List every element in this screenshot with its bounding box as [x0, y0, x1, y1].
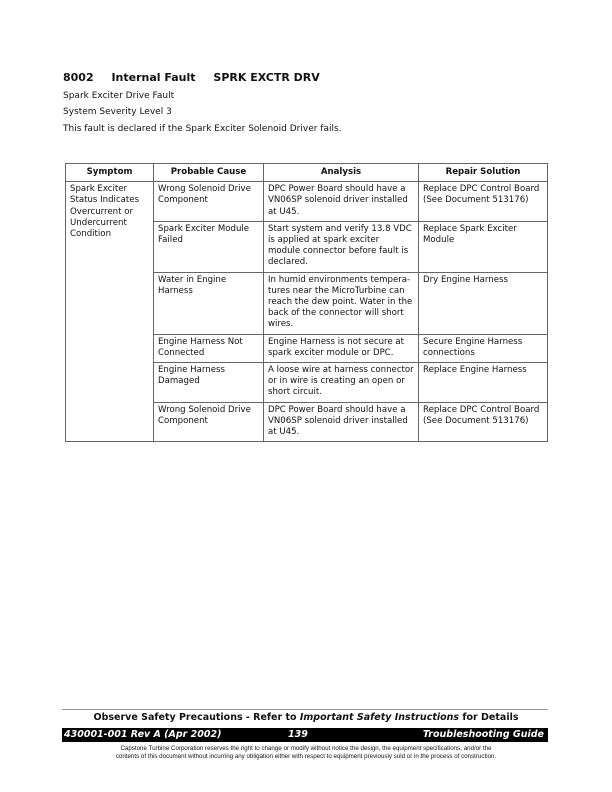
footer-bar [62, 728, 548, 742]
col-header-analysis: Analysis [264, 164, 419, 182]
legal-disclaimer [0, 745, 612, 761]
troubleshooting-table [65, 163, 548, 442]
fault-heading [63, 71, 334, 84]
analysis-cell: DPC Power Board should have a VN06SP solenoid driver installed at U45. [264, 402, 419, 442]
cause-cell: Water in Engine Harness [154, 272, 264, 334]
table-header-row [66, 164, 548, 182]
legal-line-1: Capstone Turbine Corporation reserves the right to change or modify without notice the design, the equipment specifications, and/or the [120, 745, 492, 752]
fault-declaration: This fault is declared if the Spark Exciter Solenoid Driver fails. [63, 124, 342, 134]
severity-level: System Severity Level 3 [63, 107, 172, 117]
cause-cell: Spark Exciter Module Failed [154, 221, 264, 272]
analysis-cell: In humid environments tempera-tures near the MicroTurbine can reach the dew point. Water in the back of the connector will short wires. [264, 272, 419, 334]
repair-cell: Replace Engine Harness [419, 363, 548, 403]
safety-notice-text: Observe Safety Precautions - Refer to [93, 712, 300, 723]
fault-name: SPRK EXCTR DRV [213, 71, 320, 84]
legal-line-2: contents of this document without incurring any obligation either with respect to equipment previously sold or in the process of construction. [115, 753, 497, 760]
analysis-cell: A loose wire at harness connector or in wire is creating an open or short circuit. [264, 363, 419, 403]
repair-cell: Secure Engine Harness connections [419, 334, 548, 362]
fault-type: Internal Fault [111, 71, 196, 84]
col-header-repair: Repair Solution [419, 164, 548, 182]
col-header-symptom: Symptom [66, 164, 154, 182]
table-row [66, 182, 548, 222]
col-header-cause: Probable Cause [154, 164, 264, 182]
footer-divider [62, 709, 548, 710]
guide-title: Troubleshooting Guide [422, 729, 544, 740]
cause-cell: Wrong Solenoid Drive Component [154, 402, 264, 442]
symptom-cell: Spark Exciter Status Indicates Overcurrent or Undercurrent Condition [66, 182, 154, 442]
analysis-cell: Start system and verify 13.8 VDC is applied at spark exciter module connector before fault is declared. [264, 221, 419, 272]
repair-cell: Dry Engine Harness [419, 272, 548, 334]
cause-cell: Wrong Solenoid Drive Component [154, 182, 264, 222]
repair-cell: Replace DPC Control Board (See Document 513176) [419, 402, 548, 442]
repair-cell: Replace Spark Exciter Module [419, 221, 548, 272]
cause-cell: Engine Harness Not Connected [154, 334, 264, 362]
safety-notice-tail: for Details [459, 712, 519, 723]
safety-notice [0, 712, 612, 723]
fault-title: Spark Exciter Drive Fault [63, 91, 175, 101]
analysis-cell: DPC Power Board should have a VN06SP solenoid driver installed at U45. [264, 182, 419, 222]
fault-code: 8002 [63, 71, 94, 84]
page-number: 139 [288, 729, 308, 740]
analysis-cell: Engine Harness is not secure at spark exciter module or DPC. [264, 334, 419, 362]
safety-instructions-ref: Important Safety Instructions [299, 712, 460, 723]
cause-cell: Engine Harness Damaged [154, 363, 264, 403]
repair-cell: Replace DPC Control Board (See Document 513176) [419, 182, 548, 222]
document-number: 430001-001 Rev A (Apr 2002) [64, 729, 222, 740]
